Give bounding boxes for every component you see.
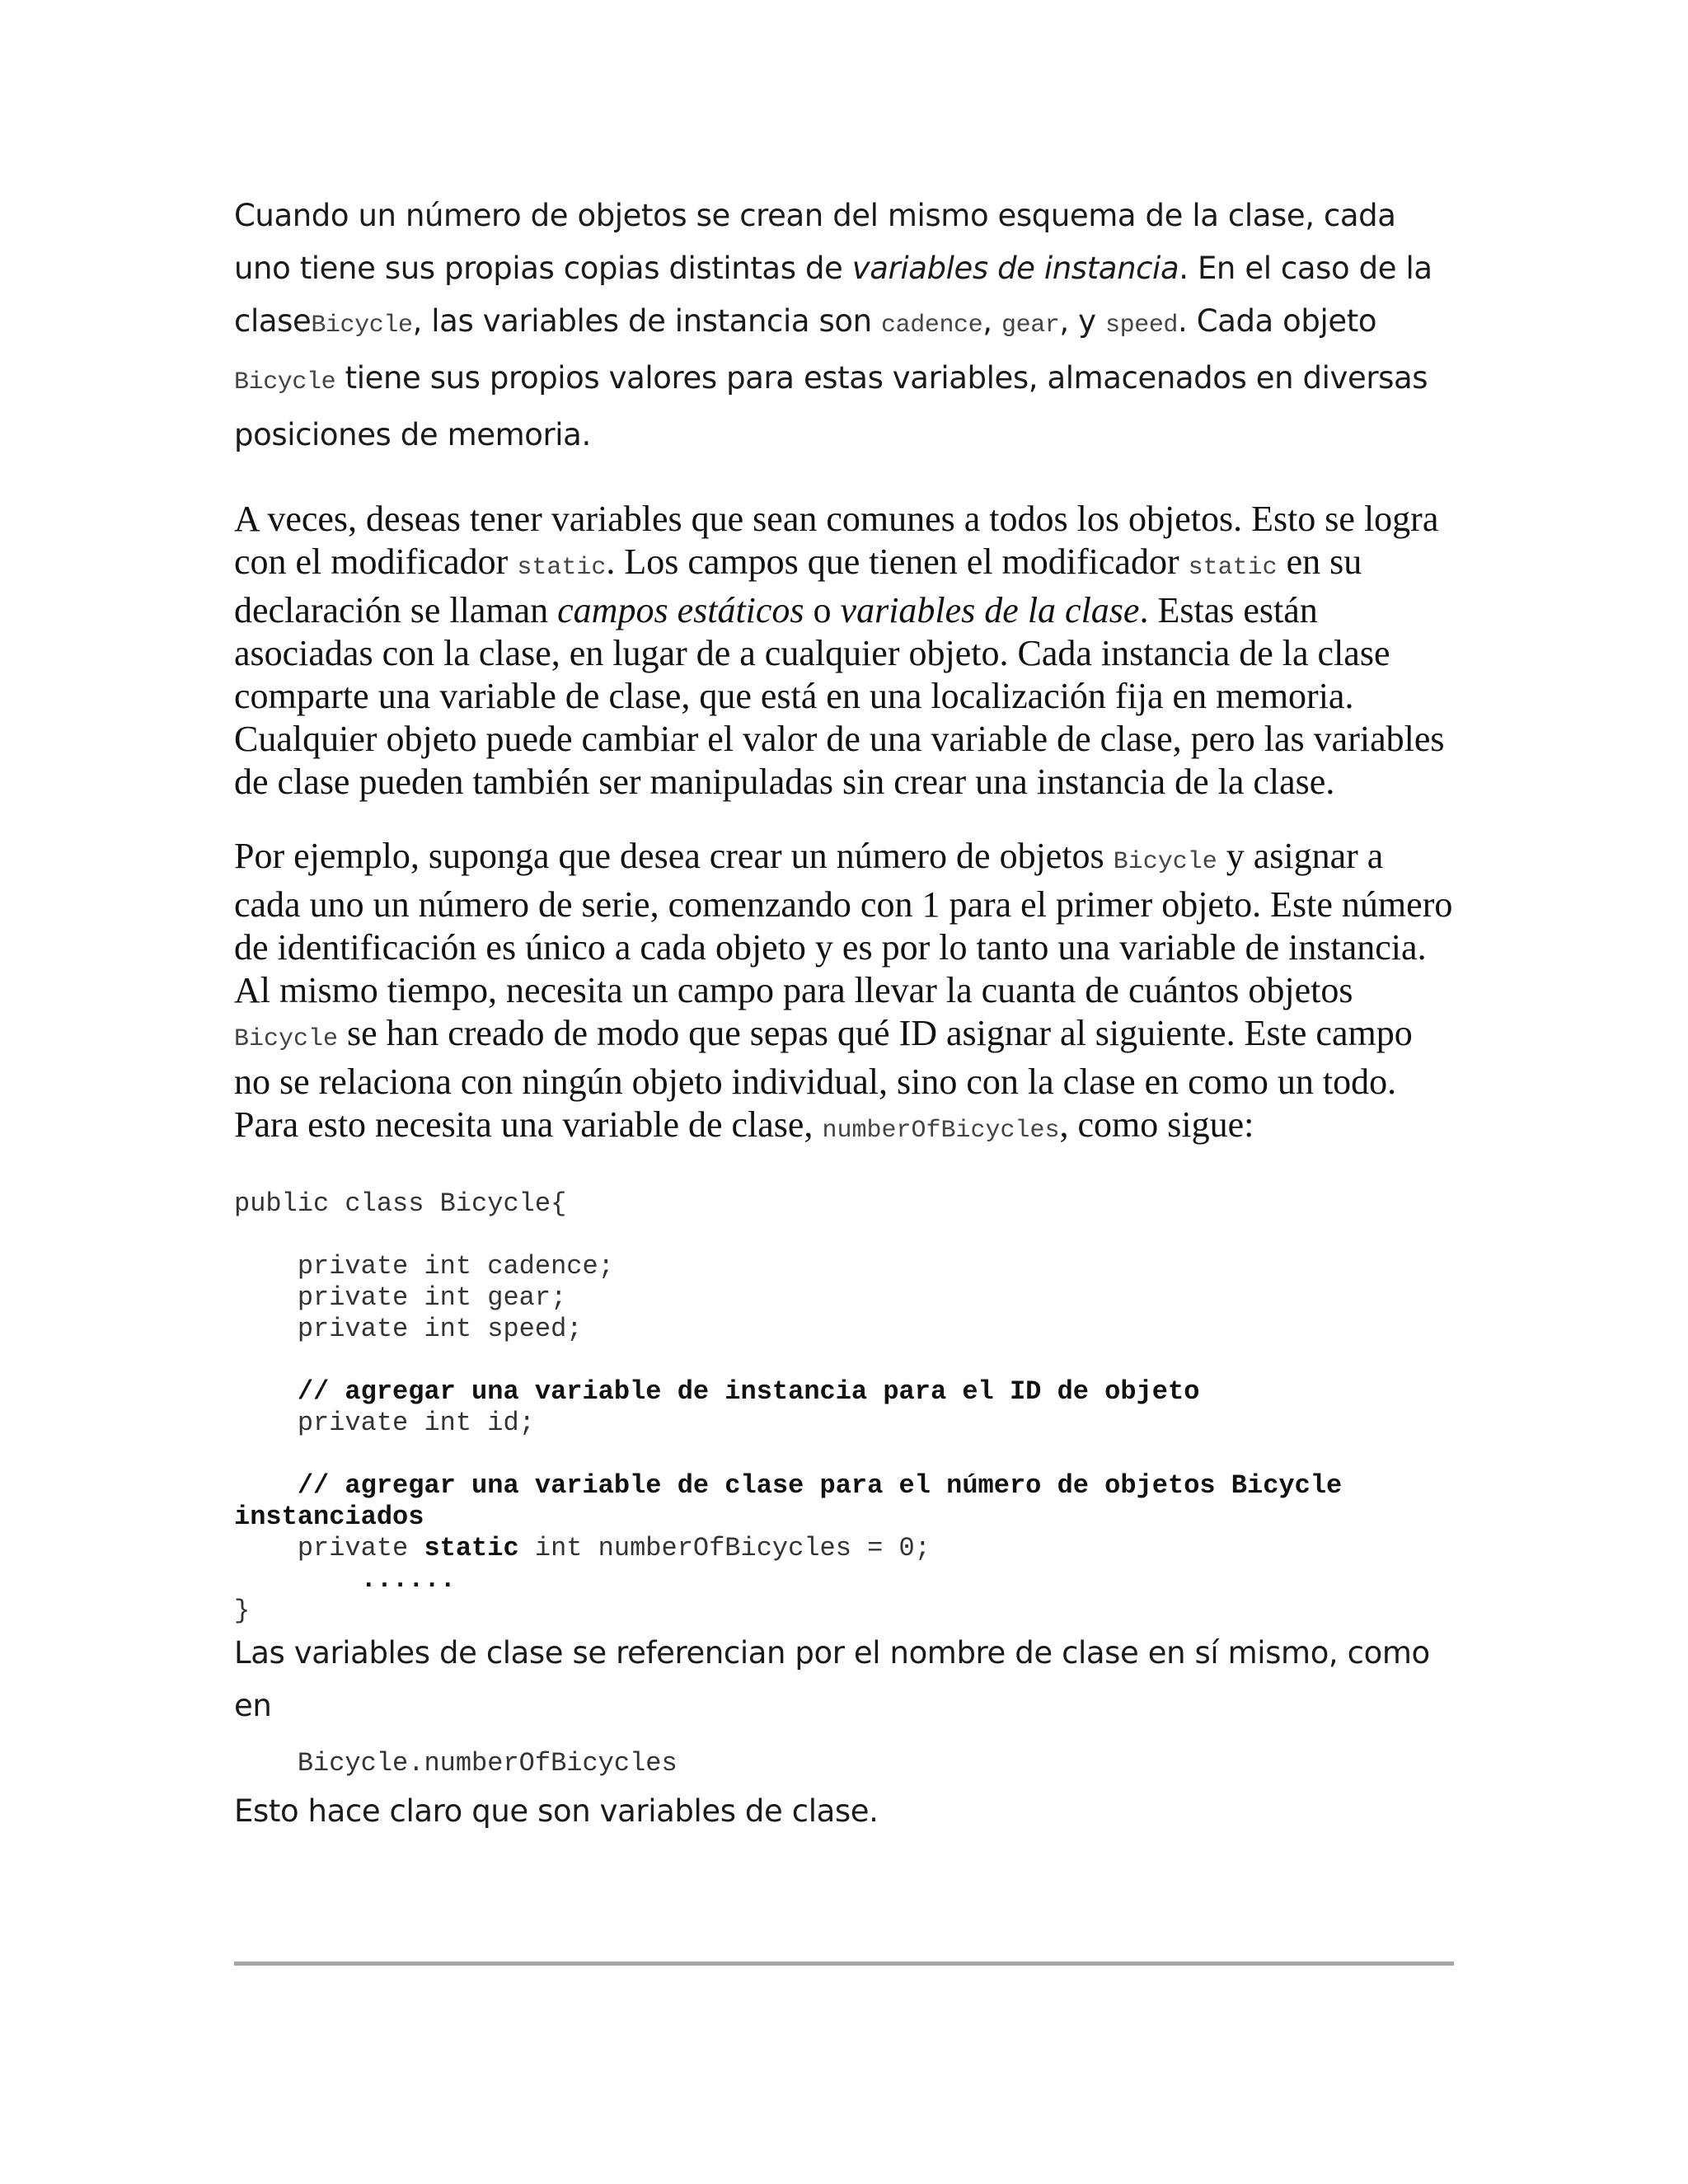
horizontal-rule xyxy=(234,1961,1454,1966)
inline-code-bicycle: Bicycle xyxy=(234,368,336,396)
text-run: tiene sus propios valores para estas variables, almacenados en diversas posiciones de memoria. xyxy=(234,360,1428,452)
code-line: public class Bicycle{ xyxy=(234,1188,567,1219)
paragraph-example xyxy=(234,835,1454,1152)
text-run: . Los campos que tienen el modificador xyxy=(606,541,1189,582)
code-line: int numberOfBicycles = 0; xyxy=(518,1533,931,1563)
code-line: } xyxy=(234,1596,251,1626)
document-content xyxy=(234,190,1454,1838)
text-run: , las variables de instancia son xyxy=(412,303,882,339)
emphasis-static-fields: campos estáticos xyxy=(557,590,804,630)
text-run: y asignar a cada uno un número de serie, comenzando con 1 para el primer objeto. Este número de identificación es único a cada objeto y es por lo tanto una variable de instancia. Al mismo tiempo, necesita un campo para llevar la cuanta de cuántos objetos xyxy=(234,836,1453,1010)
code-comment: // agregar una variable de instancia para el ID de objeto xyxy=(234,1376,1200,1407)
text-run: Cuando un número de objetos se crean del mismo esquema de la clase, cada uno tiene sus propias copias distintas de xyxy=(234,198,1396,286)
code-keyword-static: static xyxy=(424,1533,519,1563)
code-line: private xyxy=(234,1533,424,1563)
text-run: , como sigue: xyxy=(1059,1104,1254,1145)
paragraph-class-reference: Las variables de clase se referencian por el nombre de clase en sí mismo, como en xyxy=(234,1635,1430,1723)
paragraph-conclusion: Esto hace claro que son variables de clase. xyxy=(234,1793,879,1829)
text-run: , y xyxy=(1059,303,1106,339)
inline-code-bicycle: Bicycle xyxy=(1113,848,1217,876)
paragraph-static-fields xyxy=(234,498,1454,804)
code-comment: instanciados xyxy=(234,1502,424,1532)
text-run: Por ejemplo, suponga que desea crear un número de objetos xyxy=(234,836,1114,876)
inline-code-speed: speed xyxy=(1105,312,1179,340)
inline-code-number-of-bicycles: numberOfBicycles xyxy=(822,1117,1060,1145)
code-block-bicycle-class xyxy=(234,1188,1454,1627)
text-run: o xyxy=(804,590,841,630)
text-run: en su declaración se llaman xyxy=(234,541,1362,630)
inline-code-static: static xyxy=(1188,554,1278,582)
code-line: private int speed; xyxy=(234,1314,583,1344)
text-run: . En el caso de la clase xyxy=(234,251,1432,339)
inline-code-static: static xyxy=(517,554,607,582)
text-run: . Estas están asociadas con la clase, en lugar de a cualquier objeto. Cada instancia de la clase comparte una variable de clase, que está en una localización fija en memoria. Cualquier objeto puede cambiar el valor de una variable de clase, pero las variables de clase pueden también ser manipuladas sin crear una instancia de la clase. xyxy=(234,590,1445,802)
inline-code-bicycle: Bicycle xyxy=(311,312,413,340)
code-example-reference: Bicycle.numberOfBicycles xyxy=(234,1748,678,1779)
inline-code-cadence: cadence xyxy=(881,312,983,340)
text-run: . Cada objeto xyxy=(1178,303,1377,339)
code-comment: // agregar una variable de clase para el número de objetos Bicycle xyxy=(234,1470,1343,1501)
inline-code-gear: gear xyxy=(1001,312,1060,340)
emphasis-class-variables: variables de la clase xyxy=(840,590,1140,630)
emphasis-instance-variables: variables de instancia xyxy=(851,251,1179,286)
inline-code-bicycle: Bicycle xyxy=(234,1025,339,1053)
text-run: se han creado de modo que sepas qué ID asignar al siguiente. Este campo no se relaciona con ningún objeto individual, sino con la clase en como un todo. Para esto necesita una variable de clase, xyxy=(234,1013,1413,1145)
paragraph-instance-variables xyxy=(234,190,1454,462)
code-ellipsis: ...... xyxy=(234,1564,456,1595)
text-run: , xyxy=(982,303,1001,339)
code-line: private int gear; xyxy=(234,1282,567,1313)
code-line: private int cadence; xyxy=(234,1251,614,1282)
text-run: A veces, deseas tener variables que sean comunes a todos los objetos. Esto se logra con el modificador xyxy=(234,499,1439,582)
code-line: private int id; xyxy=(234,1408,535,1438)
